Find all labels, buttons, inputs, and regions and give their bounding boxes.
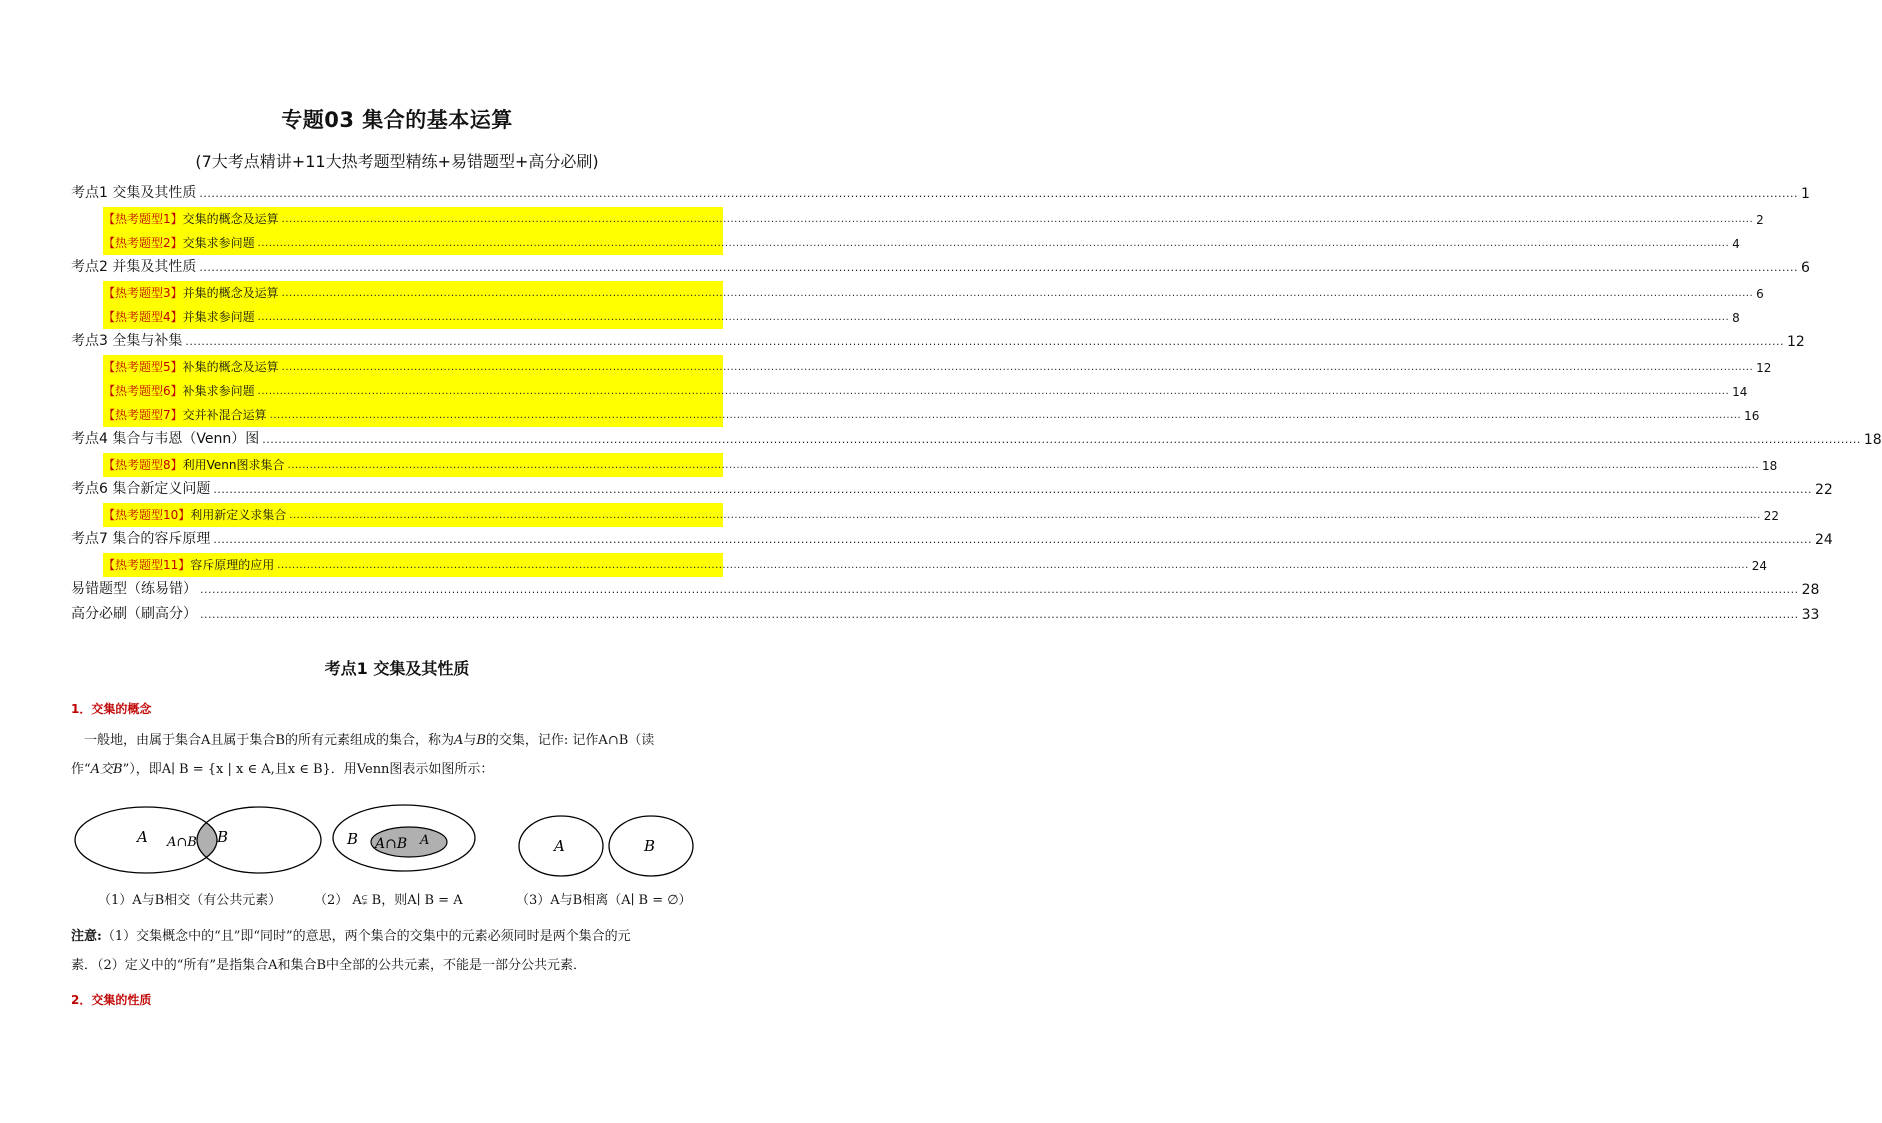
toc-hot-tag: 【热考题型1】 bbox=[103, 212, 183, 226]
toc-leader-dots: ................................................................................................................................................................................................................................................................................................................................................................................................................ bbox=[200, 608, 1799, 621]
toc-subentry[interactable] bbox=[103, 231, 1740, 255]
subsection-heading-1: 1．交集的概念 bbox=[71, 702, 152, 716]
toc-entry-text: 考点1 交集及其性质 bbox=[71, 185, 197, 201]
toc-leader-dots: ................................................................................................................................................................................................................................................................................................................................................................................................................ bbox=[257, 238, 1730, 249]
toc-hot-tag: 【热考题型8】 bbox=[103, 458, 183, 472]
toc-entry-text: 补集的概念及运算 bbox=[182, 360, 279, 374]
toc-hot-tag: 【热考题型7】 bbox=[103, 408, 183, 422]
toc-leader-dots: ................................................................................................................................................................................................................................................................................................................................................................................................................ bbox=[277, 560, 1749, 571]
toc-leader-dots: ................................................................................................................................................................................................................................................................................................................................................................................................................ bbox=[199, 261, 1798, 274]
def-var-a: A bbox=[453, 733, 464, 748]
toc-entry-text: 交并补混合运算 bbox=[182, 408, 267, 422]
def-text-a: 一般地，由属于集合A且属于集合B的所有元素组成的集合，称为 bbox=[84, 733, 454, 748]
toc-subentry[interactable] bbox=[103, 379, 1748, 403]
toc-page-number: 8 bbox=[1732, 311, 1740, 325]
toc-subentry[interactable] bbox=[103, 553, 1768, 577]
toc-entry-text: 考点4 集合与韦恩（Venn）图 bbox=[71, 431, 260, 447]
section-heading: 考点1 交集及其性质 bbox=[324, 659, 470, 678]
toc-page-number: 22 bbox=[1763, 509, 1780, 523]
toc-entry-text: 考点3 全集与补集 bbox=[71, 333, 183, 349]
toc-leader-dots: ................................................................................................................................................................................................................................................................................................................................................................................................................ bbox=[281, 362, 1754, 373]
toc-page-number: 22 bbox=[1815, 482, 1833, 498]
def-text-c: 的交集，记作: 记作A∩B（读 bbox=[485, 733, 655, 748]
venn-label-a: A bbox=[137, 828, 148, 846]
venn-outer-label: B bbox=[347, 830, 359, 848]
toc-entry[interactable] bbox=[71, 427, 1882, 452]
venn-label-b: B bbox=[217, 828, 229, 846]
toc-subentry[interactable] bbox=[103, 207, 1764, 231]
toc-page-number: 12 bbox=[1787, 334, 1805, 350]
toc-entry-label bbox=[103, 406, 267, 427]
toc-entry-text: 利用Venn图求集合 bbox=[182, 458, 285, 472]
toc-entry[interactable] bbox=[71, 255, 1810, 280]
def-var-b: B bbox=[476, 733, 486, 748]
note-line-1 bbox=[71, 922, 726, 951]
toc-hot-tag: 【热考题型3】 bbox=[103, 286, 183, 300]
toc-entry-text: 考点6 集合新定义问题 bbox=[71, 481, 211, 497]
venn-disjoint-label-b: B bbox=[644, 837, 656, 855]
toc-entry-text: 考点7 集合的容斥原理 bbox=[71, 531, 211, 547]
toc-leader-dots: ................................................................................................................................................................................................................................................................................................................................................................................................................ bbox=[257, 386, 1730, 397]
toc-hot-tag: 【热考题型10】 bbox=[103, 508, 191, 522]
toc-page-number: 6 bbox=[1801, 260, 1810, 276]
document-title: 专题03 集合的基本运算 bbox=[281, 108, 513, 132]
toc-hot-tag: 【热考题型2】 bbox=[103, 236, 183, 250]
toc-entry-label bbox=[71, 182, 196, 206]
def-text-b: 与 bbox=[463, 733, 477, 748]
toc-leader-dots: ................................................................................................................................................................................................................................................................................................................................................................................................................ bbox=[213, 483, 1812, 496]
toc-subentry[interactable] bbox=[103, 403, 1760, 427]
venn-label-intersection: A∩B bbox=[167, 835, 197, 850]
toc-leader-dots: ................................................................................................................................................................................................................................................................................................................................................................................................................ bbox=[281, 214, 1754, 225]
note-label: 注意: bbox=[71, 929, 102, 944]
toc-leader-dots: ................................................................................................................................................................................................................................................................................................................................................................................................................ bbox=[281, 288, 1754, 299]
toc-entry-text: 易错题型（练易错） bbox=[71, 581, 197, 597]
toc-leader-dots: ................................................................................................................................................................................................................................................................................................................................................................................................................ bbox=[262, 433, 1861, 446]
toc-leader-dots: ................................................................................................................................................................................................................................................................................................................................................................................................................ bbox=[269, 410, 1742, 421]
toc-entry-text: 考点2 并集及其性质 bbox=[71, 259, 197, 275]
toc-entry[interactable] bbox=[71, 577, 1820, 602]
toc-leader-dots: ................................................................................................................................................................................................................................................................................................................................................................................................................ bbox=[287, 460, 1759, 471]
venn-caption-1: （1）A与B相交（有公共元素） bbox=[98, 893, 282, 908]
toc-entry[interactable] bbox=[71, 527, 1833, 552]
toc-entry-label bbox=[103, 382, 255, 403]
toc-entry-label bbox=[71, 578, 197, 602]
toc-entry-text: 并集求参问题 bbox=[182, 310, 255, 324]
toc-entry-label bbox=[71, 528, 210, 552]
toc-entry-text: 补集求参问题 bbox=[182, 384, 255, 398]
note-paragraph bbox=[71, 922, 726, 980]
toc-hot-tag: 【热考题型11】 bbox=[103, 558, 191, 572]
toc-leader-dots: ................................................................................................................................................................................................................................................................................................................................................................................................................ bbox=[257, 312, 1730, 323]
toc-entry-label bbox=[103, 506, 286, 527]
toc-subentry[interactable] bbox=[103, 355, 1772, 379]
toc-leader-dots: ................................................................................................................................................................................................................................................................................................................................................................................................................ bbox=[185, 335, 1784, 348]
toc-page-number: 24 bbox=[1751, 559, 1768, 573]
toc-entry-label bbox=[103, 556, 274, 577]
toc-entry-label bbox=[71, 478, 210, 502]
toc-leader-dots: ................................................................................................................................................................................................................................................................................................................................................................................................................ bbox=[213, 533, 1812, 546]
venn-diagrams bbox=[71, 800, 723, 880]
toc-entry[interactable] bbox=[71, 329, 1805, 354]
toc-page-number: 28 bbox=[1801, 582, 1820, 598]
venn-inner-label: A∩B bbox=[375, 836, 408, 852]
venn-disjoint-label-a: A bbox=[554, 837, 565, 855]
toc-entry-label bbox=[71, 256, 196, 280]
subsection-heading-2: 2．交集的性质 bbox=[71, 993, 152, 1007]
toc-entry-label bbox=[103, 456, 285, 477]
toc-entry-label bbox=[71, 428, 259, 452]
toc-page-number: 1 bbox=[1801, 186, 1810, 202]
toc-entry-text: 交集求参问题 bbox=[182, 236, 255, 250]
toc-entry[interactable] bbox=[71, 602, 1820, 627]
toc-entry-text: 利用新定义求集合 bbox=[190, 508, 287, 522]
toc-entry-label bbox=[103, 234, 255, 255]
toc-page-number: 2 bbox=[1756, 213, 1764, 227]
toc-subentry[interactable] bbox=[103, 503, 1780, 527]
toc-page-number: 14 bbox=[1732, 385, 1748, 399]
toc-entry-text: 容斥原理的应用 bbox=[190, 558, 275, 572]
toc-leader-dots: ................................................................................................................................................................................................................................................................................................................................................................................................................ bbox=[199, 187, 1798, 200]
venn-caption-3: （3）A与B相离（A∣ B = ∅） bbox=[516, 893, 692, 908]
toc-entry-label bbox=[103, 358, 279, 379]
venn-caption-2: （2） A⫋ B，则A∣ B = A bbox=[314, 893, 463, 908]
toc-page-number: 12 bbox=[1756, 361, 1772, 375]
toc-page-number: 6 bbox=[1756, 287, 1764, 301]
toc-subentry[interactable] bbox=[103, 281, 1764, 305]
toc-entry-label bbox=[71, 330, 182, 354]
def-text-d: 作“ bbox=[71, 762, 91, 777]
toc-entry-label bbox=[103, 284, 279, 305]
table-of-contents bbox=[71, 181, 1882, 627]
toc-page-number: 24 bbox=[1815, 532, 1833, 548]
toc-hot-tag: 【热考题型6】 bbox=[103, 384, 183, 398]
toc-entry-label bbox=[71, 603, 197, 627]
document-subtitle: (7大考点精讲+11大热考题型精练+易错题型+高分必刷) bbox=[195, 152, 599, 171]
definition-line-2 bbox=[71, 755, 726, 784]
def-text-f: ”），即A∣ B = {x | x ∈ A,且x ∈ B}．用Venn图表示如图所示： bbox=[122, 762, 494, 777]
toc-entry-text: 交集的概念及运算 bbox=[182, 212, 279, 226]
toc-subentry[interactable] bbox=[103, 453, 1778, 477]
toc-entry-label bbox=[103, 210, 279, 231]
definition-paragraph bbox=[71, 726, 726, 784]
venn-intersecting bbox=[75, 807, 321, 873]
toc-page-number: 4 bbox=[1732, 237, 1740, 251]
toc-page-number: 18 bbox=[1863, 432, 1882, 448]
venn-inner-label-a: A bbox=[420, 833, 430, 848]
toc-leader-dots: ................................................................................................................................................................................................................................................................................................................................................................................................................ bbox=[289, 510, 1761, 521]
venn-disjoint bbox=[519, 816, 693, 876]
toc-subentry[interactable] bbox=[103, 305, 1740, 329]
definition-line-1 bbox=[71, 726, 726, 755]
toc-hot-tag: 【热考题型5】 bbox=[103, 360, 183, 374]
toc-entry-text: 并集的概念及运算 bbox=[182, 286, 279, 300]
toc-leader-dots: ................................................................................................................................................................................................................................................................................................................................................................................................................ bbox=[200, 583, 1799, 596]
note-text-1: （1）交集概念中的“且”即“同时”的意思，两个集合的交集中的元素必须同时是两个集合的元 bbox=[101, 929, 631, 944]
venn-subset bbox=[333, 805, 475, 871]
toc-entry[interactable] bbox=[71, 181, 1810, 206]
note-line-2: 素．（2）定义中的“所有”是指集合A和集合B中全部的公共元素，不能是一部分公共元素． bbox=[71, 958, 587, 973]
toc-entry-label bbox=[103, 308, 255, 329]
def-text-e: A交B bbox=[90, 762, 123, 777]
toc-page-number: 18 bbox=[1762, 459, 1778, 473]
toc-page-number: 33 bbox=[1801, 607, 1820, 623]
toc-entry[interactable] bbox=[71, 477, 1833, 502]
toc-entry-text: 高分必刷（刷高分） bbox=[71, 606, 197, 622]
toc-page-number: 16 bbox=[1744, 409, 1760, 423]
toc-hot-tag: 【热考题型4】 bbox=[103, 310, 183, 324]
